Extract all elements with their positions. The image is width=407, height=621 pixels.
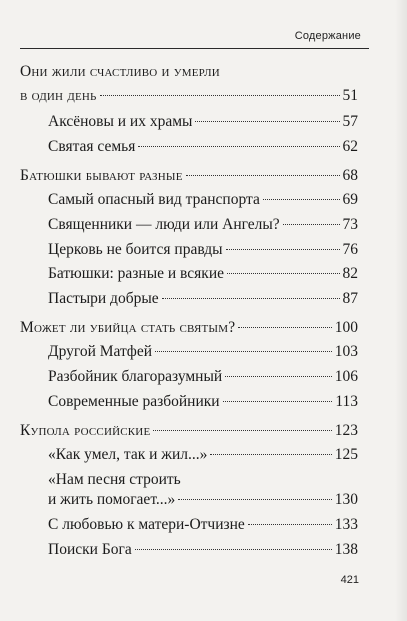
toc-page-number: 69 <box>342 191 358 208</box>
toc-page-number: 57 <box>342 113 358 130</box>
toc-subentry[interactable] <box>48 215 358 235</box>
page-number: 421 <box>340 574 359 586</box>
toc-subentry[interactable] <box>48 112 358 132</box>
toc-page-number: 133 <box>334 516 358 533</box>
toc-subentry[interactable] <box>48 342 358 362</box>
toc-subentry-title: Самый опасный вид транспорта <box>48 191 260 208</box>
toc-page-number: 106 <box>334 368 358 385</box>
page-edge-shadow <box>395 0 407 621</box>
toc-subentry[interactable] <box>48 289 358 309</box>
header-rule <box>20 48 369 49</box>
toc-subentry[interactable] <box>48 264 358 284</box>
toc-section-entry[interactable] <box>20 86 358 106</box>
dot-leader <box>225 376 332 377</box>
toc-subentry[interactable] <box>48 392 358 412</box>
toc-subentry[interactable] <box>48 490 358 510</box>
toc-page-number: 51 <box>342 87 358 104</box>
dot-leader <box>283 224 340 225</box>
toc-page-number: 68 <box>342 167 358 184</box>
dot-leader <box>263 199 340 200</box>
dot-leader <box>195 121 339 122</box>
toc-page-number: 130 <box>334 491 358 508</box>
toc-section-entry[interactable] <box>20 421 358 441</box>
toc-subentry-title: Церковь не боится правды <box>48 241 223 258</box>
toc-section-entry[interactable] <box>20 318 358 338</box>
toc-subentry-title: Современные разбойники <box>48 393 220 410</box>
dot-leader <box>227 273 339 274</box>
dot-leader <box>100 95 340 96</box>
dot-leader <box>138 146 339 147</box>
running-head: Содержание <box>294 30 361 42</box>
toc-subentry-title: С любовью к матери-Отчизне <box>48 516 245 533</box>
toc-subentry-title-line1: «Нам песня строить <box>48 471 181 488</box>
toc-page-number: 103 <box>334 343 358 360</box>
toc-subentry-title: Разбойник благоразумный <box>48 368 223 385</box>
toc-subentry-title: Святая семья <box>48 138 136 155</box>
toc-page-number: 73 <box>342 216 358 233</box>
toc-subentry[interactable] <box>48 367 358 387</box>
toc-section-title-line1: Они жили счастливо и умерли <box>20 63 220 80</box>
toc-page-number: 125 <box>334 446 358 463</box>
toc-section-title: Купола российские <box>20 422 151 439</box>
dot-leader <box>226 249 340 250</box>
dot-leader <box>223 401 333 402</box>
toc-subentry-title: Поиски Бога <box>48 541 132 558</box>
dot-leader <box>135 549 332 550</box>
dot-leader <box>210 454 331 455</box>
dot-leader <box>248 524 332 525</box>
toc-page-number: 62 <box>342 138 358 155</box>
dot-leader <box>162 298 340 299</box>
toc-section-entry[interactable] <box>20 166 358 186</box>
toc-subentry-title-line2: и жить помогает...» <box>48 491 176 508</box>
dot-leader <box>178 499 331 500</box>
toc-subentry-title: Священники — люди или Ангелы? <box>48 216 280 233</box>
toc-subentry[interactable] <box>48 540 358 560</box>
dot-leader <box>155 351 332 352</box>
toc-subentry-title: Пастыри добрые <box>48 290 159 307</box>
toc-section-title-line2: в один день <box>20 87 97 104</box>
toc-subentry[interactable] <box>48 445 358 465</box>
toc-page-number: 138 <box>334 541 358 558</box>
toc-subentry[interactable] <box>48 137 358 157</box>
toc-subentry-title: Другой Матфей <box>48 343 153 360</box>
toc-page-number: 100 <box>334 319 358 336</box>
toc-page-number: 76 <box>342 241 358 258</box>
toc-subentry-title: «Как умел, так и жил...» <box>48 446 208 463</box>
dot-leader <box>186 175 340 176</box>
toc-subentry-title: Батюшки: разные и всякие <box>48 265 225 282</box>
toc-section-title: Батюшки бывают разные <box>20 167 183 184</box>
toc-subentry[interactable] <box>48 240 358 260</box>
toc-page-number: 82 <box>342 265 358 282</box>
dot-leader <box>153 430 331 431</box>
dot-leader <box>238 327 331 328</box>
toc-section-title: Может ли убийца стать святым? <box>20 319 236 336</box>
toc-page-number: 123 <box>334 422 358 439</box>
toc-subentry[interactable] <box>48 515 358 535</box>
toc-page-number: 87 <box>342 290 358 307</box>
toc-subentry[interactable] <box>48 190 358 210</box>
toc-page-number: 113 <box>335 393 358 410</box>
toc-subentry-title: Аксёновы и их храмы <box>48 113 193 130</box>
